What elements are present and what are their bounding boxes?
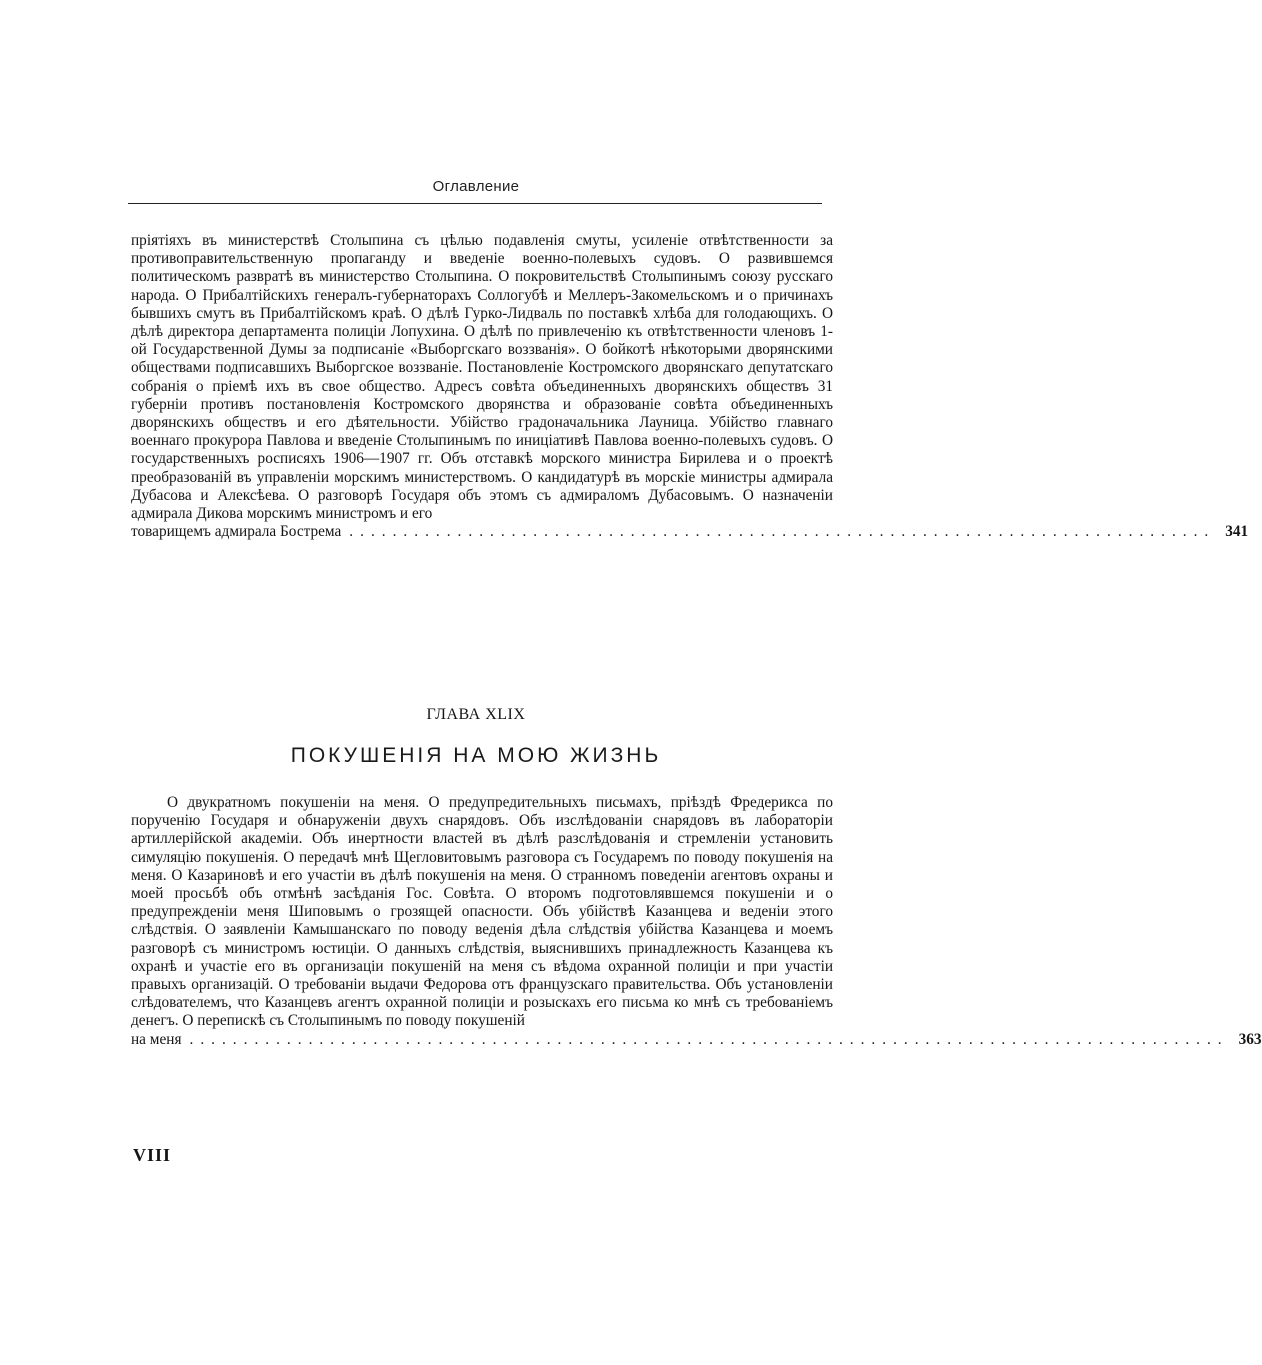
toc-entry-text: пріятіяхъ въ министерствѣ Столыпина съ цѣлью подавленія смуты, усиленіе отвѣтственности за противоправительственную пропаганду и введеніе военно-полевыхъ судовъ. О развившемся политическомъ развратѣ въ министерство Столыпина. О покровительствѣ Столыпинымъ союзу русскаго народа. О Прибалтійскихъ генералъ-губернаторахъ Соллогубѣ и Меллеръ-Закомельскомъ и о причинахъ бывшихъ смутъ въ Прибалтійскомъ краѣ. О дѣлѣ Гурко-Лидваль по поставкѣ хлѣба для голодающихъ. О дѣлѣ директора департамента полиціи Лопухина. О дѣлѣ по привлеченію къ отвѣтственности членовъ 1-ой Государственной Думы за подписаніе «Выборгскаго воззванія». О бойкотѣ нѣкоторыми дворянскими обществами подписавшихъ Выборгское воззваніе. Постановленіе Костромского дворянскаго депутатскаго собранія о пріемѣ ихъ въ свое общество. Адресъ совѣта объединенныхъ дворянскихъ обществъ 31 губерніи противъ постановленія Костромского дворянства и образованіе совѣта объединенныхъ дворянскихъ обществъ и его дѣятельности. Убійство градоначальника Лауница. Убійство главнаго военнаго прокурора Павлова и введеніе Столыпинымъ по иниціативѣ Павлова военно-полевыхъ судовъ. О государственныхъ росписяхъ 1906—1907 гг. Объ отставкѣ морского министра Бирилева и о проектѣ преобразованій въ управленіи морскимъ министерствомъ. О кандидатурѣ въ морскіе министры адмирала Дубасова и Алексѣева. О разговорѣ Государя объ этомъ съ адмираломъ Дубасовымъ. О назначеніи адмирала Дикова морскимъ министромъ и его bbox=[131, 232, 833, 523]
chapter-summary bbox=[131, 794, 1262, 1049]
dot-leader: ................................................................................................ bbox=[189, 1030, 1229, 1048]
chapter-number: ГЛАВА XLIX bbox=[426, 706, 526, 723]
running-header: Оглавление bbox=[432, 178, 520, 195]
page-folio: VIII bbox=[133, 1145, 172, 1165]
chapter-summary-last-line bbox=[131, 1030, 1262, 1049]
chapter-summary-text: О двукратномъ покушеніи на меня. О предупредительныхъ письмахъ, пріѣздѣ Фредерикса по порученію Государя и обнаруженіи двухъ снарядовъ. Объ изслѣдованіи снарядовъ въ лабораторіи артиллерійской академіи. Объ инертности властей въ дѣлѣ разслѣдованія и стремленіи установить симуляцію покушенія. О передачѣ мнѣ Щегловитовымъ разговора съ Государемъ по поводу покушенія на меня. О Казариновѣ и его участіи въ дѣлѣ покушенія на меня. О странномъ поведеніи агентовъ охраны и моей просьбѣ объ отмѣнѣ засѣданія Гос. Совѣта. О второмъ подготовлявшемся покушеніи и о предупрежденіи меня Шиповымъ о грозящей опасности. Объ убійствѣ Казанцева и веденіи этого слѣдствія. О заявленіи Камышанскаго по поводу веденія дѣла слѣдствія убійства Казанцева и моемъ разговорѣ съ министромъ юстиціи. О данныхъ слѣдствія, выяснившихъ принадлежность Казанцева къ охранѣ и участіе его въ организаціи покушеній на меня съ вѣдома охранной полиціи и при участіи правыхъ организацій. О требованіи выдачи Федорова отъ французскаго правительства. Объ установленіи слѣдователемъ, что Казанцевъ агентъ охранной полиціи и розыскахъ его письма ко мнѣ съ требованіемъ денегъ. О перепискѣ съ Столыпинымъ по поводу покушеній bbox=[131, 794, 833, 1030]
header-rule bbox=[128, 203, 822, 204]
toc-entry-last-line bbox=[131, 523, 1249, 541]
toc-page-number: 341 bbox=[1225, 523, 1249, 541]
dot-leader: ................................................................................ bbox=[349, 523, 1216, 541]
chapter-title: ПОКУШЕНІЯ НА МОЮ ЖИЗНЬ bbox=[290, 744, 662, 767]
chapter-summary-last-words: на меня bbox=[131, 1030, 182, 1048]
toc-entry-last-words: товарищемъ адмирала Бострема bbox=[131, 523, 342, 541]
chapter-page-number: 363 bbox=[1238, 1030, 1262, 1048]
toc-entry bbox=[131, 232, 1249, 541]
